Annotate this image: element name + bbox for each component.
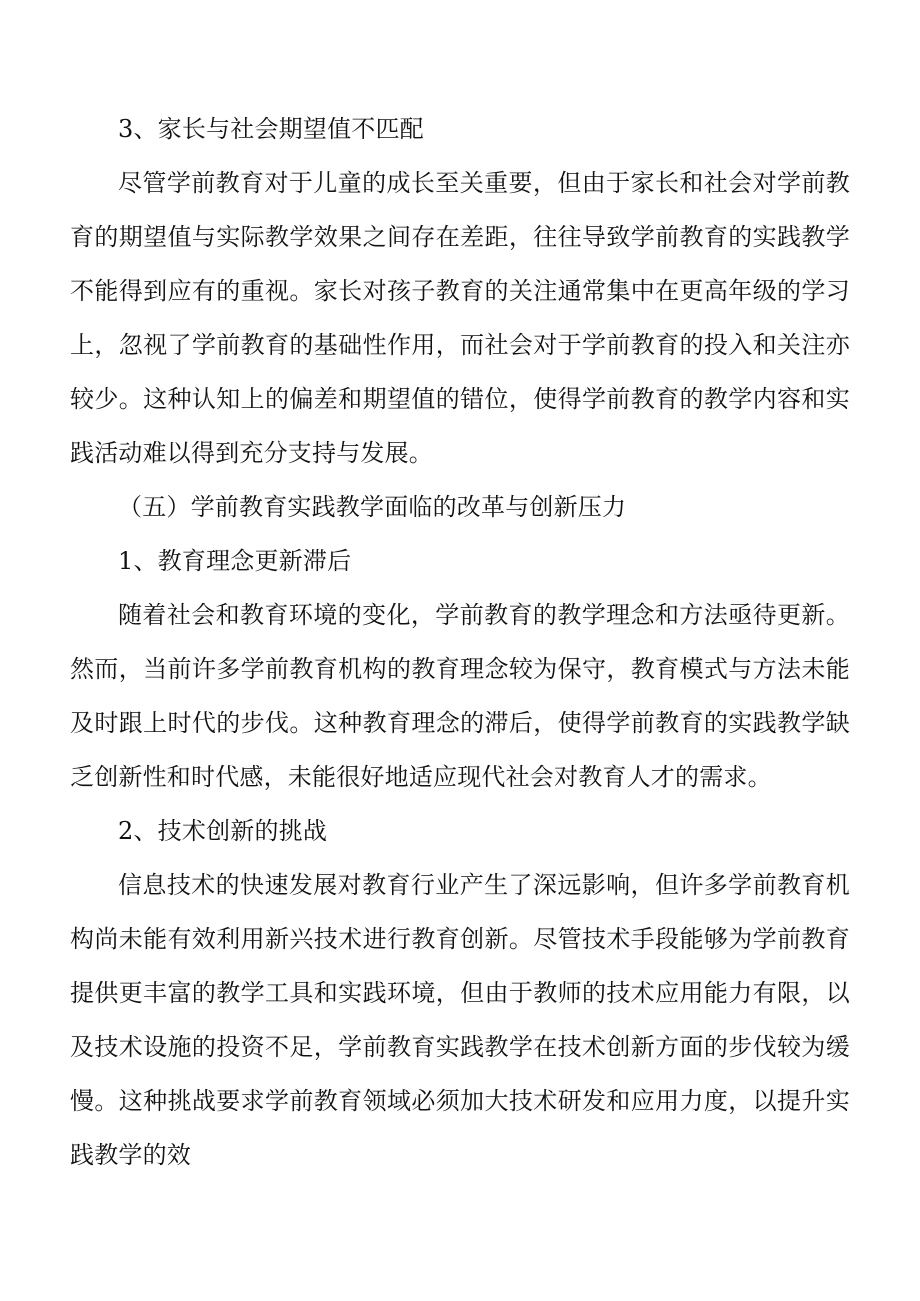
paragraph-education-concept: 随着社会和教育环境的变化，学前教育的教学理念和方法亟待更新。然而，当前许多学前教育机构的教育理念较为保守，教育模式与方法未能及时跟上时代的步伐。这种教育理念的滞后，使得学前教育的实践教学缺乏创新性和时代感，未能很好地适应现代社会对教育人才的需求。 — [70, 601, 850, 791]
section-heading-reform-pressure: （五）学前教育实践教学面临的改革与创新压力 — [118, 493, 627, 521]
section-heading-technology-challenge: 2、技术创新的挑战 — [118, 817, 328, 845]
document-body — [70, 102, 850, 1182]
paragraph-technology-challenge: 信息技术的快速发展对教育行业产生了深远影响，但许多学前教育机构尚未能有效利用新兴技术进行教育创新。尽管技术手段能够为学前教育提供更丰富的教学工具和实践环境，但由于教师的技术应用能力有限，以及技术设施的投资不足，学前教育实践教学在技术创新方面的步伐较为缓慢。这种挑战要求学前教育领域必须加大技术研发和应用力度，以提升实践教学的效 — [70, 871, 850, 1169]
section-heading-education-concept: 1、教育理念更新滞后 — [118, 547, 352, 575]
section-heading-parent-expectation: 3、家长与社会期望值不匹配 — [118, 115, 424, 143]
paragraph-parent-expectation: 尽管学前教育对于儿童的成长至关重要，但由于家长和社会对学前教育的期望值与实际教学效果之间存在差距，往往导致学前教育的实践教学不能得到应有的重视。家长对孩子教育的关注通常集中在更高年级的学习上，忽视了学前教育的基础性作用，而社会对于学前教育的投入和关注亦较少。这种认知上的偏差和期望值的错位，使得学前教育的教学内容和实践活动难以得到充分支持与发展。 — [70, 169, 850, 467]
